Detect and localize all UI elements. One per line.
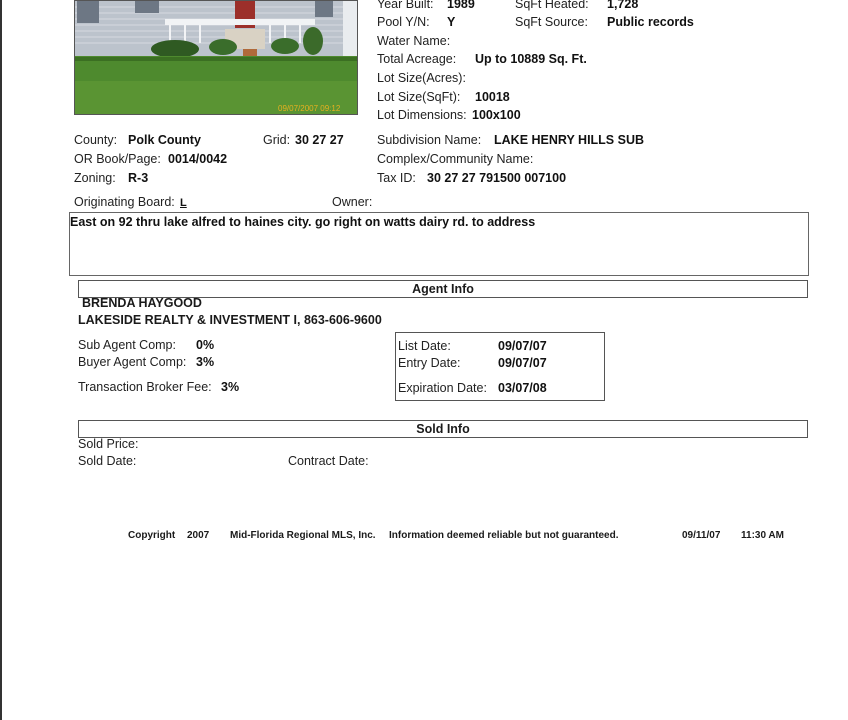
entry-date-value: 09/07/07 xyxy=(498,356,547,370)
or-book-value: 0014/0042 xyxy=(168,152,228,166)
footer-disclaimer: Information deemed reliable but not guaranteed. xyxy=(389,530,619,541)
lot-dimensions-value: 100x100 xyxy=(472,108,521,122)
year-built-label: Year Built: xyxy=(377,0,434,11)
buyer-agent-comp-value: 3% xyxy=(196,355,215,369)
owner-label: Owner: xyxy=(332,195,373,209)
list-date-label: List Date: xyxy=(398,339,451,353)
originating-board-value: L xyxy=(180,197,187,209)
pool-value: Y xyxy=(447,15,456,29)
agent-name: BRENDA HAYGOOD xyxy=(82,296,202,310)
listing-dates-box xyxy=(395,332,605,401)
sub-agent-comp-value: 0% xyxy=(196,338,215,352)
sold-price-label: Sold Price: xyxy=(78,437,139,451)
year-built-value: 1989 xyxy=(447,0,475,11)
sqft-source-value: Public records xyxy=(607,15,694,29)
footer-year: 2007 xyxy=(187,530,210,541)
zoning-label: Zoning: xyxy=(74,171,116,185)
pool-label: Pool Y/N: xyxy=(377,15,430,29)
total-acreage-label: Total Acreage: xyxy=(377,52,457,66)
county-label: County: xyxy=(74,133,118,147)
directions-box xyxy=(69,212,809,276)
page-left-border xyxy=(0,0,2,720)
entry-date-label: Entry Date: xyxy=(398,356,461,370)
county-value: Polk County xyxy=(128,133,201,147)
sqft-heated-value: 1,728 xyxy=(607,0,639,11)
tax-id-value: 30 27 27 791500 007100 xyxy=(427,171,567,185)
originating-board-label: Originating Board: xyxy=(74,195,175,209)
list-date-value: 09/07/07 xyxy=(498,339,547,353)
sqft-source-label: SqFt Source: xyxy=(515,15,588,29)
buyer-agent-comp-label: Buyer Agent Comp: xyxy=(78,355,187,369)
photo-timestamp: 09/07/2007 09:12 xyxy=(278,104,341,113)
sub-agent-comp-label: Sub Agent Comp: xyxy=(78,338,176,352)
footer-copyright-label: Copyright xyxy=(128,530,176,541)
footer-company: Mid-Florida Regional MLS, Inc. xyxy=(230,530,376,541)
lot-size-sqft-label: Lot Size(SqFt): xyxy=(377,90,461,104)
subdivision-value: LAKE HENRY HILLS SUB xyxy=(494,133,645,147)
subdivision-label: Subdivision Name: xyxy=(377,133,482,147)
water-name-label: Water Name: xyxy=(377,34,451,48)
property-photo xyxy=(74,0,358,115)
directions-text: East on 92 thru lake alfred to haines city. go right on watts dairy rd. to address xyxy=(70,215,536,229)
grid-value: 30 27 27 xyxy=(295,133,344,147)
agent-info-header: Agent Info xyxy=(78,280,808,298)
lot-size-sqft-value: 10018 xyxy=(475,90,510,104)
house-photo-image xyxy=(75,1,358,115)
contract-date-label: Contract Date: xyxy=(288,454,369,468)
sqft-heated-label: SqFt Heated: xyxy=(515,0,589,11)
expiration-date-value: 03/07/08 xyxy=(498,381,547,395)
lot-size-acres-label: Lot Size(Acres): xyxy=(377,71,466,85)
or-book-label: OR Book/Page: xyxy=(74,152,161,166)
tax-id-label: Tax ID: xyxy=(377,171,416,185)
lot-dimensions-label: Lot Dimensions: xyxy=(377,108,467,122)
grid-label: Grid: xyxy=(263,133,291,147)
total-acreage-value: Up to 10889 Sq. Ft. xyxy=(475,52,587,66)
footer-time: 11:30 AM xyxy=(741,530,784,541)
sold-date-label: Sold Date: xyxy=(78,454,137,468)
broker-fee-value: 3% xyxy=(221,380,240,394)
footer-date: 09/11/07 xyxy=(682,530,721,541)
agent-office: LAKESIDE REALTY & INVESTMENT I, 863-606-9600 xyxy=(78,313,382,327)
broker-fee-label: Transaction Broker Fee: xyxy=(78,380,212,394)
sold-info-header: Sold Info xyxy=(78,420,808,438)
expiration-date-label: Expiration Date: xyxy=(398,381,487,395)
complex-label: Complex/Community Name: xyxy=(377,152,534,166)
zoning-value: R-3 xyxy=(128,171,149,185)
